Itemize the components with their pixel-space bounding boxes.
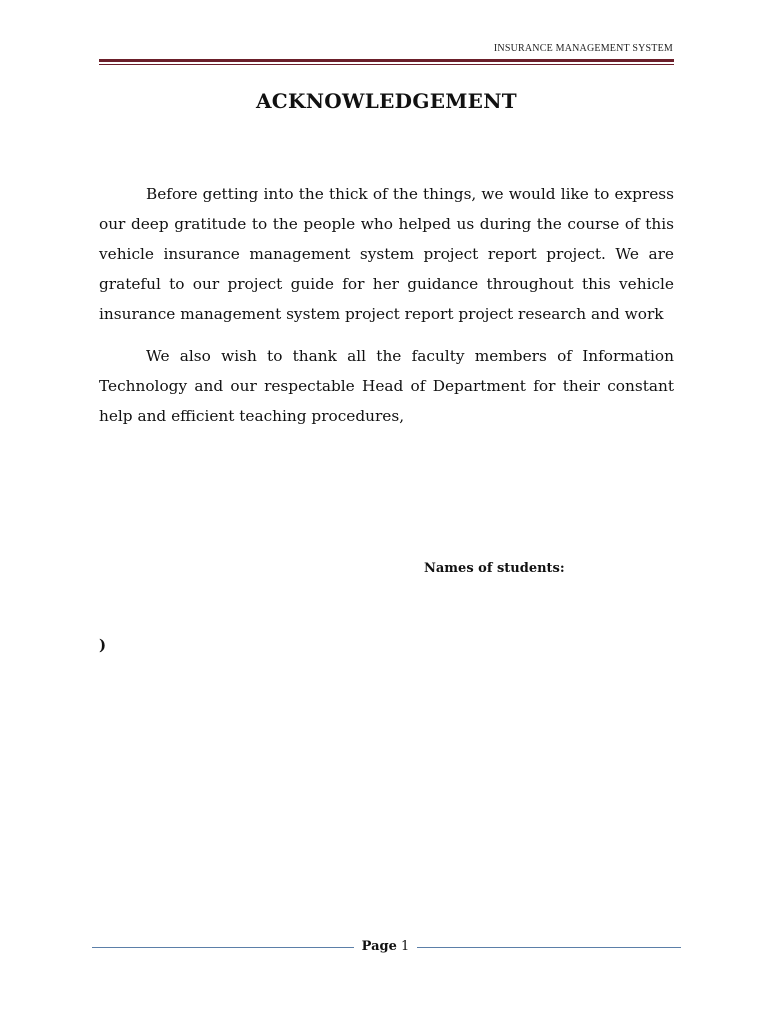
stray-mark: ) — [99, 636, 107, 654]
footer-divider-right — [417, 947, 681, 948]
header-divider-thin — [99, 64, 674, 65]
page-label: Page — [361, 939, 397, 954]
header-divider-thick — [99, 59, 674, 62]
paragraph-gratitude: Before getting into the thick of the things, we would like to express our deep gratitude to the people who helped us during the course of this vehicle insurance management system project report project. We are grateful to our project guide for her guidance throughout this vehicle insurance management system project report project research and work — [99, 185, 674, 323]
page-number-value: 1 — [401, 939, 410, 954]
page-title: ACKNOWLEDGEMENT — [255, 89, 517, 113]
students-names-label: Names of students: — [424, 561, 565, 576]
running-header: INSURANCE MANAGEMENT SYSTEM — [493, 43, 673, 54]
paragraph-faculty-thanks: We also wish to thank all the faculty members of Information Technology and our respectable Head of Department for their constant help and efficient teaching procedures, — [99, 347, 674, 425]
footer-divider-left — [92, 947, 354, 948]
page-number — [354, 939, 417, 954]
